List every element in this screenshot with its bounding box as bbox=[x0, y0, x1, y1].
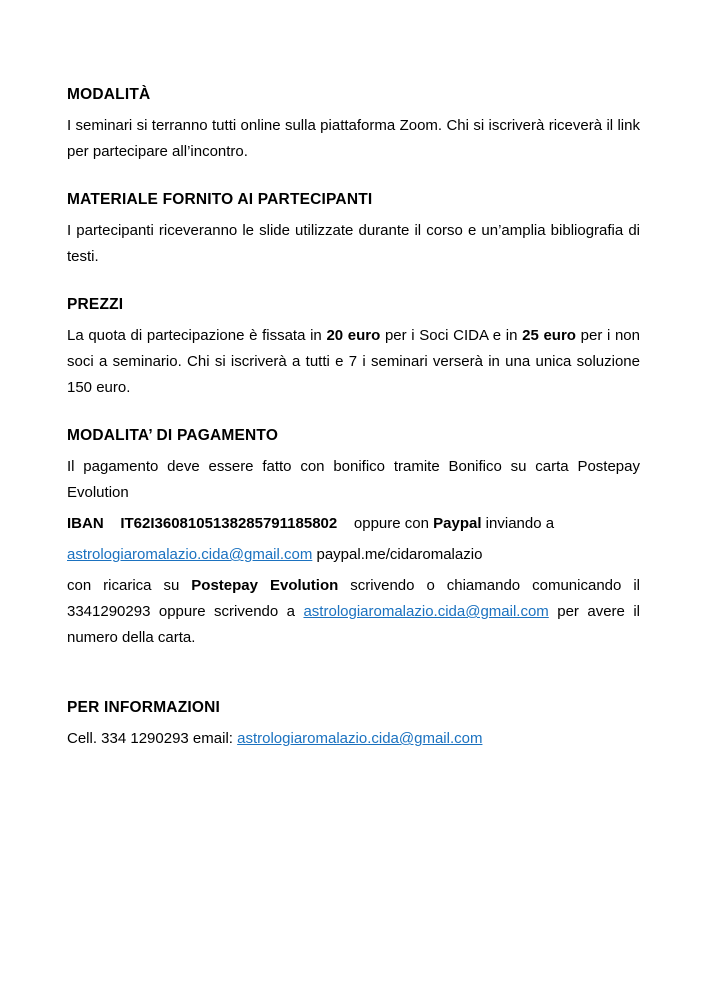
heading-prezzi: PREZZI bbox=[67, 296, 124, 313]
postepay-label: Postepay Evolution bbox=[191, 577, 339, 594]
paypal-me-address: paypal.me/cidaromalazio bbox=[312, 546, 483, 563]
section-materiale bbox=[67, 187, 640, 270]
iban-value: IBAN IT62I3608105138285791185802 bbox=[67, 515, 338, 532]
phone-number: Cell. 334 1290293 email: bbox=[67, 730, 238, 747]
paragraph-pagamento-intro bbox=[67, 454, 640, 506]
text-run: La quota di partecipazione è fissata in bbox=[67, 327, 327, 344]
text-run: I seminari si terranno tutti online sulla piattaforma Zoom. Chi si iscriverà riceverà il link per partecipare all’incontro. bbox=[67, 117, 640, 160]
section-prezzi bbox=[67, 292, 640, 401]
paragraph-paypal bbox=[67, 542, 640, 568]
paypal-label: Paypal bbox=[433, 515, 482, 532]
text-run: per i Soci CIDA e in bbox=[380, 327, 523, 344]
text-run: Il pagamento deve essere fatto con bonifico tramite Bonifico su carta Postepay Evolution bbox=[67, 458, 640, 501]
email-link-paypal[interactable]: astrologiaromalazio.cida@gmail.com bbox=[67, 546, 313, 563]
text-run: per i non soci a seminario. Chi si iscriverà a tutti e 7 i seminari verserà in una unica soluzione 150 euro. bbox=[67, 327, 640, 396]
paragraph-ricarica bbox=[67, 573, 640, 651]
paragraph-prezzi bbox=[67, 323, 640, 401]
email-link-ricarica[interactable]: astrologiaromalazio.cida@gmail.com bbox=[303, 603, 549, 620]
price-soci: 20 euro bbox=[326, 327, 381, 344]
text-run: scrivendo o chiamando comunicando il 3341290293 oppure scrivendo a bbox=[67, 577, 640, 620]
text-run: inviando a bbox=[481, 515, 555, 532]
paragraph-iban bbox=[67, 511, 640, 537]
heading-pagamento: MODALITA’ DI PAGAMENTO bbox=[67, 427, 279, 444]
paragraph-modalita bbox=[67, 113, 640, 165]
text-run: I partecipanti riceveranno le slide utilizzate durante il corso e un’amplia bibliografia di testi. bbox=[67, 222, 640, 265]
heading-modalita: MODALITÀ bbox=[67, 86, 151, 103]
heading-informazioni: PER INFORMAZIONI bbox=[67, 699, 221, 716]
price-non-soci: 25 euro bbox=[522, 327, 576, 344]
text-run: per avere il numero della carta. bbox=[67, 603, 641, 646]
email-link-info[interactable]: astrologiaromalazio.cida@gmail.com bbox=[237, 730, 483, 747]
paragraph-materiale bbox=[67, 218, 640, 270]
section-pagamento bbox=[67, 423, 640, 651]
text-run: oppure con bbox=[337, 515, 434, 532]
heading-materiale: MATERIALE FORNITO AI PARTECIPANTI bbox=[67, 191, 373, 208]
paragraph-contatti bbox=[67, 726, 640, 752]
section-informazioni bbox=[67, 695, 640, 752]
text-run: con ricarica su bbox=[67, 577, 192, 594]
section-modalita bbox=[67, 82, 640, 165]
